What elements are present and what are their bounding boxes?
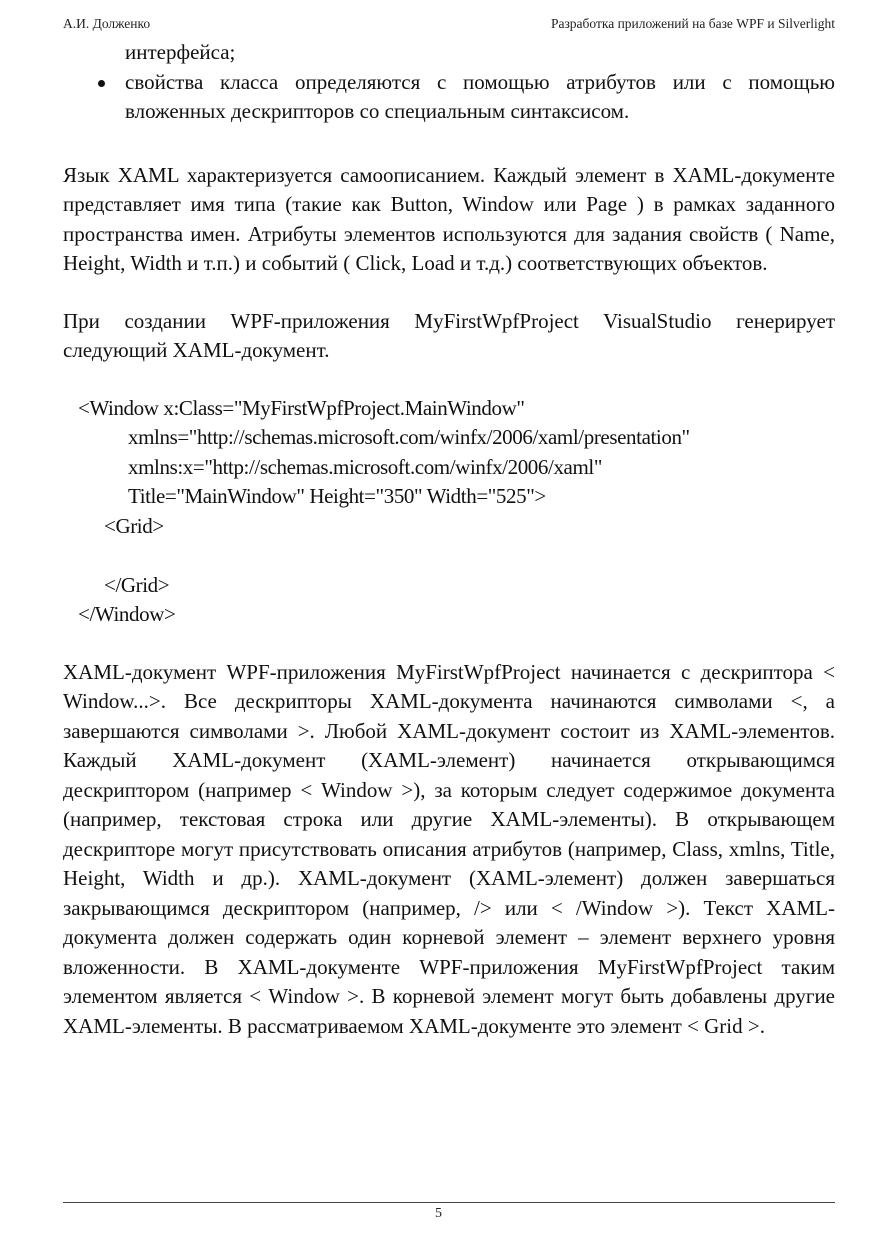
code-line: </Window> xyxy=(78,602,176,626)
code-line: xmlns:x="http://schemas.microsoft.com/winfx/2006/xaml" xyxy=(128,454,603,479)
paragraph-xaml-generation: При создании WPF-приложения MyFirstWpfProject VisualStudio генерирует следующий XAML-документ. xyxy=(63,308,835,362)
bullet-list-item xyxy=(125,68,835,127)
code-line: Title="MainWindow" Height="350" Width="525"> xyxy=(128,484,546,508)
paragraph-xaml-structure: XAML-документ WPF-приложения MyFirstWpfProject начинается с дескриптора < Window...>. Все дескрипторы XAML-документа начинаются символами <, а завершаются символами >. Любой XAML-документ состоит из XAML-элементов. Каждый XAML-документ (XAML-элемент) начинается открывающимся дескриптором (например < Window >), за которым следует содержимое документа (например, текстовая строка или другие XAML-элементы). В открывающем дескрипторе могут присутствовать описания атрибутов (например, Class, xmlns, Title, Height, Width и др.). XAML-документ (XAML-элемент) должен завершаться закрывающимся дескриптором (например, /> или < /Window >). Текст XAML-документа должен содержать один корневой элемент – элемент верхнего уровня вложенности. В XAML-документе WPF-приложения MyFirstWpfProject таким элементом является < Window >. В корневой элемент могут быть добавлены другие XAML-элементы. В рассматриваемом XAML-документе это элемент < Grid >. xyxy=(63,659,835,1038)
bullet-continuation: интерфейса; xyxy=(125,40,236,64)
footer-divider xyxy=(63,1202,835,1203)
code-line xyxy=(78,541,835,571)
paragraph-xaml-description: Язык XAML характеризуется самоописанием. Каждый элемент в XAML-документе представляет имя типа (такие как Button, Window или Page ) в рамках заданного пространства имен. Атрибуты элементов используются для задания свойств ( Name, Height, Width и т.п.) и событий ( Click, Load и т.д.) соответствующих объектов. xyxy=(63,162,835,275)
page-content xyxy=(63,38,835,1041)
page-header xyxy=(63,16,835,32)
code-line: <Grid> xyxy=(104,513,164,538)
code-line: </Grid> xyxy=(104,572,170,597)
bullet-dot-icon xyxy=(98,80,105,87)
code-listing xyxy=(63,394,835,630)
code-line: <Window x:Class="MyFirstWpfProject.MainWindow" xyxy=(78,395,525,420)
header-book-title: Разработка приложений на базе WPF и Silverlight xyxy=(550,16,835,31)
code-line: xmlns="http://schemas.microsoft.com/winfx/2006/xaml/presentation" xyxy=(128,425,690,449)
header-author: А.И. Долженко xyxy=(63,16,151,31)
bullet-item-text: свойства класса определяются с помощью атрибутов или с помощью вложенных дескрипторов со специальным синтаксисом. xyxy=(125,69,835,123)
page-number: 5 xyxy=(435,1206,442,1221)
